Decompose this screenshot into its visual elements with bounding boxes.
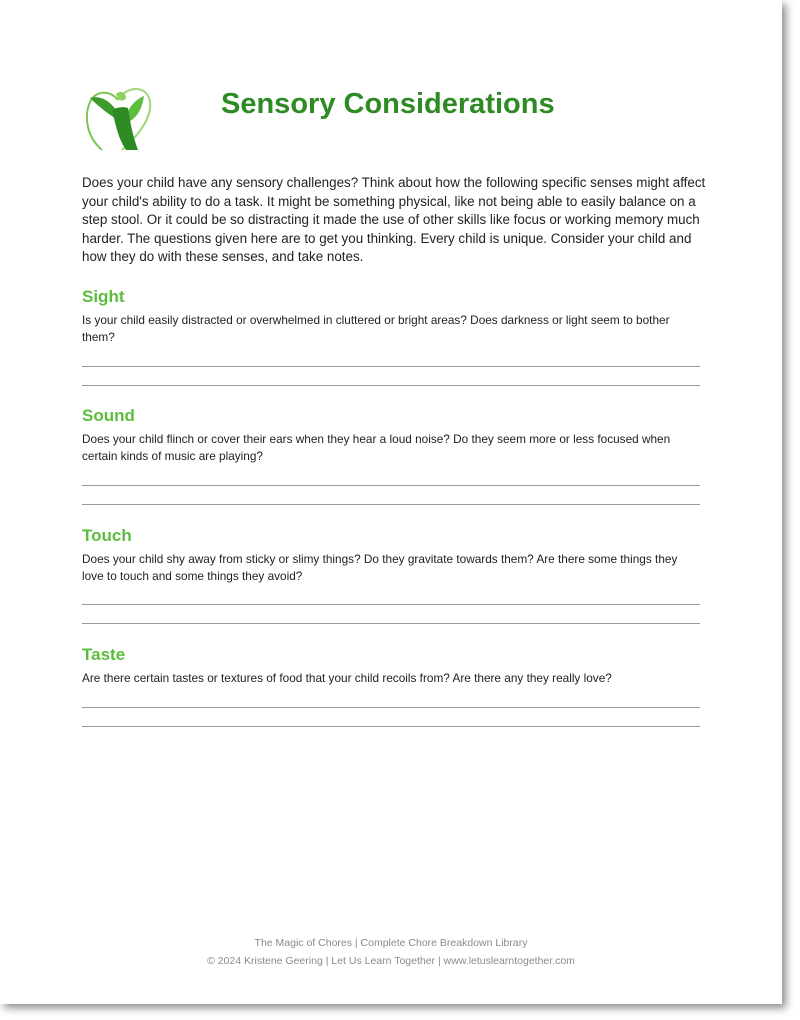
section-heading: Sight bbox=[82, 287, 125, 306]
section-question: Does your child shy away from sticky or slimy things? Do they gravitate towards them? Are there some things they love to touch and some things they avoid? bbox=[82, 552, 678, 583]
intro-paragraph: Does your child have any sensory challenges? Think about how the following specific senses might affect your child's ability to do a task. It might be something physical, like not being able to easily balance on a step stool. Or it could be so distracting it made the use of other skills like focus or working memory much harder. The questions given here are to get you thinking. Every child is unique. Consider your child and how they do with these senses, and take notes. bbox=[82, 175, 706, 264]
answer-line[interactable] bbox=[82, 707, 700, 708]
section-touch bbox=[82, 526, 702, 584]
section-sound bbox=[82, 406, 702, 464]
answer-line[interactable] bbox=[82, 366, 700, 367]
answer-line[interactable] bbox=[82, 504, 700, 505]
section-taste bbox=[82, 645, 702, 687]
section-sight bbox=[82, 287, 702, 345]
section-heading: Sound bbox=[82, 406, 135, 425]
answer-line[interactable] bbox=[82, 604, 700, 605]
section-question: Is your child easily distracted or overwhelmed in cluttered or bright areas? Does darkness or light seem to bother them? bbox=[82, 313, 670, 344]
section-heading: Touch bbox=[82, 526, 132, 545]
answer-line[interactable] bbox=[82, 485, 700, 486]
section-heading: Taste bbox=[82, 645, 126, 664]
answer-line[interactable] bbox=[82, 726, 700, 727]
footer-line-1: The Magic of Chores | Complete Chore Breakdown Library bbox=[254, 937, 528, 949]
section-question: Does your child flinch or cover their ears when they hear a loud noise? Do they seem more or less focused when certain kinds of music are playing? bbox=[82, 432, 671, 463]
page-title: Sensory Considerations bbox=[221, 88, 555, 120]
answer-line[interactable] bbox=[82, 385, 700, 386]
leaf-heart-logo-icon bbox=[82, 80, 154, 152]
answer-line[interactable] bbox=[82, 623, 700, 624]
section-question: Are there certain tastes or textures of food that your child recoils from? Are there any they really love? bbox=[82, 671, 612, 685]
footer-line-2: © 2024 Kristene Geering | Let Us Learn Together | www.letuslearntogether.com bbox=[207, 955, 575, 967]
